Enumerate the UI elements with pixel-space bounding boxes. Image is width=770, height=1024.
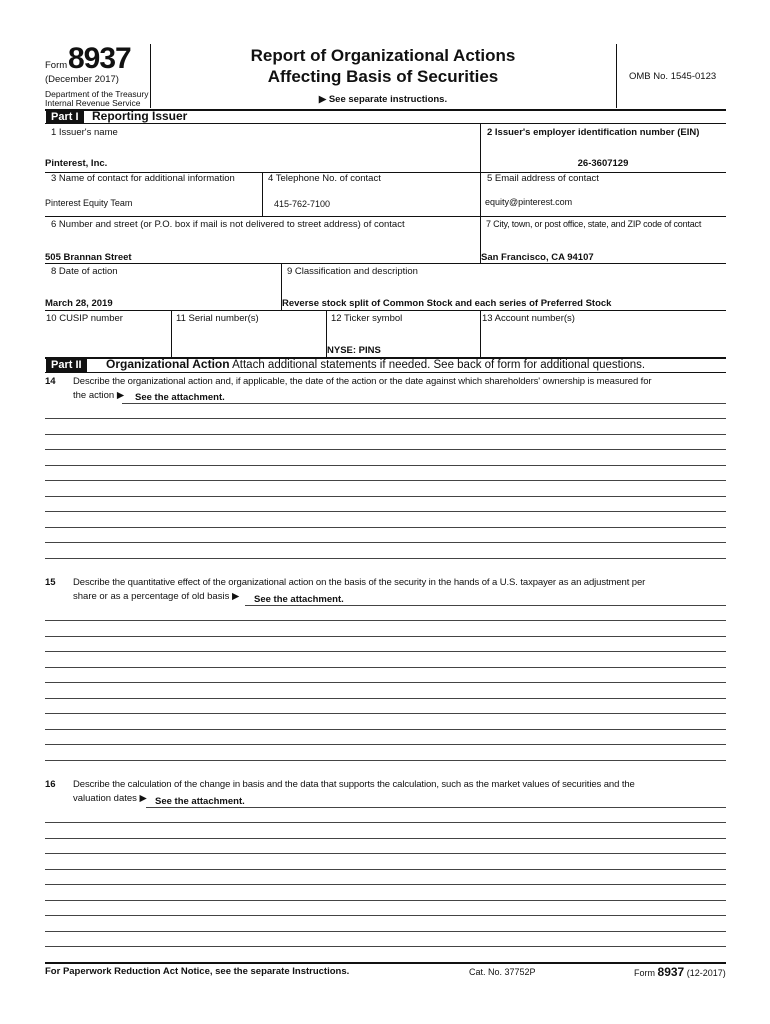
- field-3-label: 3 Name of contact for additional information: [51, 173, 235, 184]
- contact-name[interactable]: Pinterest Equity Team: [45, 198, 133, 208]
- q14-number: 14: [45, 376, 56, 387]
- contact-email[interactable]: equity@pinterest.com: [485, 197, 573, 207]
- q15-text-line2: share or as a percentage of old basis ▶: [73, 591, 240, 602]
- ticker-symbol[interactable]: NYSE: PINS: [327, 345, 381, 356]
- part-2-title: Organizational Action: [106, 357, 230, 371]
- q15-text: Describe the quantitative effect of the organizational action on the basis of the security in the hands of a U.S. taxpayer as an adjustment per: [73, 577, 646, 588]
- part-2-label: Part II: [46, 358, 87, 372]
- field-10-label: 10 CUSIP number: [46, 313, 123, 324]
- paperwork-notice: For Paperwork Reduction Act Notice, see the separate Instructions.: [45, 966, 350, 977]
- field-8-label: 8 Date of action: [51, 266, 118, 277]
- part-2-subtitle: Attach additional statements if needed. See back of form for additional questions.: [232, 359, 646, 371]
- classification-description[interactable]: Reverse stock split of Common Stock and each series of Preferred Stock: [282, 298, 612, 309]
- field-13-label: 13 Account number(s): [482, 313, 575, 324]
- field-11-label: 11 Serial number(s): [176, 313, 259, 324]
- omb-number: OMB No. 1545-0123: [629, 71, 717, 82]
- form-title-line1: Report of Organizational Actions: [250, 46, 516, 65]
- issuer-ein[interactable]: 26-3607129: [577, 158, 629, 169]
- department-line2: Internal Revenue Service: [45, 98, 141, 108]
- q16-text: Describe the calculation of the change in basis and the data that supports the calculation, such as the market values of securities and the: [73, 779, 635, 790]
- catalog-number: Cat. No. 37752P: [469, 967, 536, 977]
- q14-answer[interactable]: See the attachment.: [135, 392, 225, 403]
- footer-form-label: Form: [634, 968, 655, 978]
- q15-answer[interactable]: See the attachment.: [254, 594, 344, 605]
- date-of-action[interactable]: March 28, 2019: [45, 298, 113, 309]
- field-9-label: 9 Classification and description: [287, 266, 418, 277]
- q14-text-line2: the action ▶: [73, 390, 125, 401]
- see-separate-instructions: ▶ See separate instructions.: [318, 94, 448, 105]
- form-revision: (December 2017): [45, 74, 119, 85]
- field-2-label: 2 Issuer's employer identification number (EIN): [487, 127, 700, 138]
- contact-city-state-zip[interactable]: San Francisco, CA 94107: [481, 252, 594, 263]
- form-label: Form: [45, 60, 68, 71]
- q16-text-line2: valuation dates ▶: [73, 793, 147, 804]
- footer-form-number: 8937: [657, 965, 685, 979]
- contact-telephone[interactable]: 415-762-7100: [274, 199, 331, 209]
- q15-number: 15: [45, 577, 56, 588]
- field-4-label: 4 Telephone No. of contact: [268, 173, 381, 184]
- department-line1: Department of the Treasury: [45, 89, 149, 99]
- field-5-label: 5 Email address of contact: [487, 173, 599, 184]
- q16-answer[interactable]: See the attachment.: [155, 796, 245, 807]
- q14-text: Describe the organizational action and, if applicable, the date of the action or the date against which shareholders' ownership is measured for: [73, 376, 652, 387]
- field-6-label: 6 Number and street (or P.O. box if mail is not delivered to street address) of contact: [51, 219, 405, 230]
- issuer-name[interactable]: Pinterest, Inc.: [45, 158, 108, 169]
- form-number: 8937: [68, 42, 131, 75]
- field-12-label: 12 Ticker symbol: [331, 313, 403, 324]
- part-1-title: Reporting Issuer: [92, 109, 188, 123]
- q16-number: 16: [45, 779, 56, 790]
- part-1-label: Part I: [46, 110, 84, 124]
- footer-form-revision: (12-2017): [686, 968, 726, 978]
- contact-street[interactable]: 505 Brannan Street: [45, 252, 132, 263]
- field-7-label: 7 City, town, or post office, state, and ZIP code of contact: [486, 219, 702, 229]
- field-1-label: 1 Issuer's name: [51, 127, 118, 138]
- form-title-line2: Affecting Basis of Securities: [267, 67, 499, 86]
